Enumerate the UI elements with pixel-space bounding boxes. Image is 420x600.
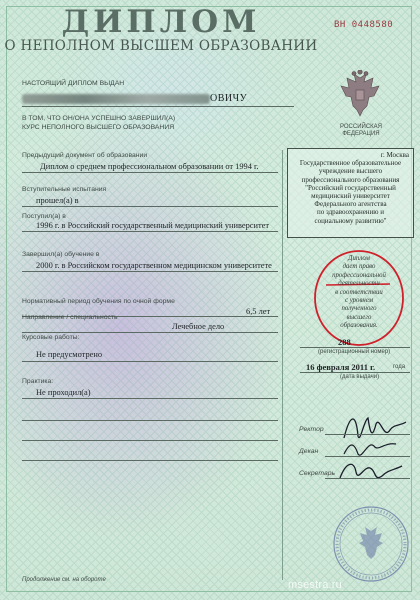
signature-line bbox=[325, 478, 410, 479]
period-label: Нормативный период обучения по очной форме bbox=[22, 298, 175, 305]
stamp-note-line: дает право bbox=[342, 263, 376, 271]
issuer-line: г. Москва bbox=[380, 151, 409, 159]
stamp-note-line: полученного bbox=[341, 305, 377, 313]
field-underline bbox=[22, 361, 278, 362]
stamp-note-line: деятельности bbox=[338, 280, 380, 288]
field-underline bbox=[22, 172, 278, 173]
specialty-value: Лечебное дело bbox=[172, 322, 225, 331]
period-value: 6,5 лет bbox=[246, 307, 271, 316]
watermark: msestra.ru bbox=[288, 579, 342, 591]
prev-doc-value: Диплом о среднем профессиональном образовании от 1994 г. bbox=[40, 162, 259, 171]
enrolled-label: Поступил(а) в bbox=[22, 213, 66, 220]
official-seal-icon bbox=[332, 505, 410, 583]
field-underline bbox=[300, 347, 410, 348]
column-divider bbox=[282, 150, 283, 580]
issuer-line: Федерального агентства bbox=[314, 200, 387, 209]
field-underline bbox=[22, 440, 278, 441]
completed-label-1: В ТОМ, ЧТО ОН/ОНА УСПЕШНО ЗАВЕРШИЛ(А) bbox=[22, 115, 176, 122]
issue-date-suffix: года bbox=[393, 364, 406, 370]
serial-number: ВН 0448580 bbox=[334, 20, 394, 30]
issuer-line: медицинский университет bbox=[311, 192, 390, 201]
document-title: ДИПЛОМ bbox=[61, 4, 261, 40]
stamp-note-line: с уровнем bbox=[345, 297, 373, 305]
issue-date-label: (дата выдачи) bbox=[340, 374, 380, 380]
issuer-line: учреждение высшего bbox=[318, 167, 383, 176]
stamp-note-line: Диплом bbox=[348, 255, 370, 262]
stamp-note-line: в соответствии bbox=[335, 288, 383, 296]
stamp-note-line: профессиональной bbox=[332, 271, 386, 279]
secretary-label: Секретарь bbox=[299, 470, 336, 477]
stamp-note-line: образования. bbox=[340, 322, 378, 330]
registration-number: 288 bbox=[338, 337, 351, 347]
coursework-label: Курсовые работы: bbox=[22, 334, 80, 341]
issuer-text bbox=[288, 149, 413, 225]
exams-value: прошел(а) в bbox=[36, 196, 79, 205]
rector-label: Ректор bbox=[299, 426, 324, 433]
field-underline bbox=[22, 271, 278, 272]
emblem-caption-line: РОССИЙСКАЯ bbox=[340, 124, 382, 130]
dean-label: Декан bbox=[299, 448, 319, 455]
issued-to-label: НАСТОЯЩИЙ ДИПЛОМ ВЫДАН bbox=[22, 80, 125, 87]
field-underline bbox=[22, 460, 278, 461]
issue-date: 16 февраля 2011 г. bbox=[306, 362, 376, 372]
finished-value: 2000 г. в Российском государственном медицинском университете bbox=[36, 261, 272, 270]
prev-doc-label: Предыдущий документ об образовании bbox=[22, 152, 148, 159]
issuer-line: по здравоохранению и bbox=[316, 208, 385, 217]
field-underline bbox=[22, 332, 278, 333]
issuer-line: социальному развитию" bbox=[314, 216, 387, 225]
signature-line bbox=[325, 434, 410, 435]
specialty-label: Направление / специальность bbox=[22, 314, 118, 321]
field-underline bbox=[22, 398, 278, 399]
exams-label: Вступительные испытания bbox=[22, 186, 107, 193]
issuer-line: "Российский государственный bbox=[305, 183, 396, 192]
continued-note: Продолжение см. на обороте bbox=[22, 577, 106, 583]
enrolled-value: 1996 г. в Российский государственный медицинский университет bbox=[36, 221, 270, 230]
secretary-signature bbox=[334, 456, 406, 486]
practice-label: Практика: bbox=[22, 378, 54, 385]
completed-label-2: КУРС НЕПОЛНОГО ВЫСШЕГО ОБРАЗОВАНИЯ bbox=[22, 124, 175, 131]
field-underline bbox=[300, 372, 410, 373]
issuer-box bbox=[287, 148, 414, 238]
redacted-name bbox=[22, 94, 210, 104]
registration-number-label: (регистрационный номер) bbox=[318, 349, 391, 355]
practice-value: Не проходил(а) bbox=[36, 388, 91, 397]
document-subtitle: О НЕПОЛНОМ ВЫСШЕМ ОБРАЗОВАНИИ bbox=[4, 38, 318, 54]
coat-of-arms-icon bbox=[337, 70, 383, 122]
stamp-note-line: высшего bbox=[346, 313, 372, 321]
field-underline bbox=[22, 420, 278, 421]
issuer-line: профессионального образования bbox=[301, 175, 400, 184]
name-visible-part: ОВИЧУ bbox=[210, 93, 248, 104]
issuer-line: Государственное образовательное bbox=[299, 159, 402, 168]
emblem-caption bbox=[330, 124, 392, 138]
name-underline bbox=[22, 106, 294, 107]
emblem-caption-line: ФЕДЕРАЦИЯ bbox=[342, 131, 380, 137]
field-underline bbox=[22, 231, 278, 232]
stamp-note bbox=[318, 255, 400, 331]
finished-label: Завершил(а) обучение в bbox=[22, 251, 100, 258]
coursework-value: Не предусмотрено bbox=[36, 350, 103, 359]
field-underline bbox=[22, 206, 278, 207]
